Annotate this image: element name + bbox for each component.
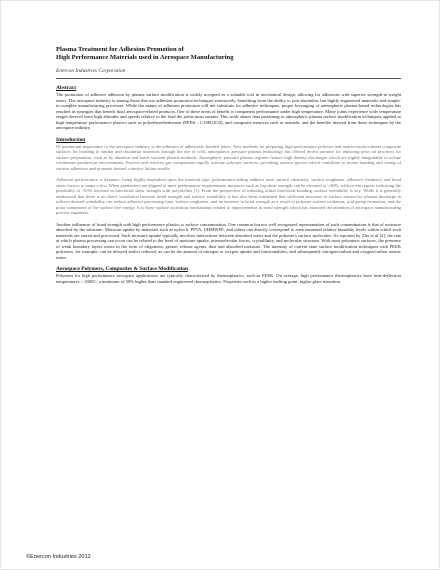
- abstract-heading: Abstract: [56, 85, 77, 91]
- title-line-2: High Performance Materials used in Aerospace Manufacturing: [56, 54, 234, 61]
- copyright-footer: ©Enercon Industries 2012: [26, 554, 91, 560]
- header-divider: [56, 78, 401, 79]
- document-body: [56, 46, 401, 284]
- organization-name: Enercon Industries Corporation: [56, 68, 126, 74]
- document-title: [56, 46, 401, 62]
- introduction-paragraph-2: Adhesion performance is dynamic, being highly dependent upon the material type, performance-aiding additive load, surface chemistry, surface roughness, adhesive chemistry and bond stress factors to name a few. When parameters are aligned to meet performance requirements, measures such as lap shear strength can be elevated to >40%, with recent reports indicating the possibility of >65% increase in interfacial shear strength with polyolefins [1]. From the perspective of initiating initial interfacial bonding, surface wettability is key. While it is generally understood that there is no direct correlation between bond strength and surface wettability, it has also been confirmed that sufficient increases in surface tension by plasma discharge to achieve desired wettability can reduce adhesive processing time, surface roughness, and an increase in bond strength as a result of polymer surface oxidation, acid group formation, and the polar component of the surface free energy. It is these surface activation mechanisms related to improvements in bond strength which has attracted the attention of aerospace manufacturing process engineers.: [56, 177, 401, 215]
- title-line-1: Plasma Treatment for Adhesion Promotion of: [56, 46, 184, 53]
- section-aerospace-heading: Aerospace Polymers, Composites & Surface Modification: [56, 266, 188, 272]
- introduction-heading: Introduction: [56, 136, 86, 143]
- section-aerospace-paragraph: Polymers for high performance aerospace applications are typically characterized by thermoplastics, such as PEEK. On average, high performance thermoplastics have heat-deflection temperatures > 2000C, a minimum of 50% higher than standard engineered thermoplastics. Properties such as a higher melting point, higher glass transition: [56, 273, 401, 284]
- abstract-paragraph: The promotion of adhesive adhesion by plasma surface modification is widely accepted as a valuable tool in mechanical design, allowing for adhesions with superior strength-to-weight ratios. The aerospace industry is among those that use adhesion promotion techniques extensively, benefiting from the ability to join dissimilar, but highly engineered materials and simple-to-complex manufacturing processes. While the nature of adhesion promotion will not substitute for adhesive techniques, proper leveraging of atmospheric plasma-based technologies has resulted in synergies that benefit final aerospace-related products. One of these areas of benefit is component performance under high temperature. Many joints experience wide temperature ranges derived from high altitudes and speeds relative to the load the joints must sustain. This work shares data pertaining to atmospheric plasma surface modification techniques applied to high temperature performance plastics such as polyetheretherketone (PEEK - C19H12O3), and composite matrices such as aramids, and the benefits derived from these techniques by the aerospace industry.: [56, 92, 401, 130]
- introduction-paragraph-3: Another influencer of bond strength with high performance plastics is surface contamination. One common but not well recognized representation of such contamination is that of moisture absorbed by the substrate. Moisture uptake by materials such as nylon 6, PPTA, UHMWPE, and others can directly correspond to environmental relative humidity levels within which such materials are stored and processed. Such moisture uptake typically involves interactions between absorbed water and the polymer's surface molecules. As reported by Zhu et al [2], the rate at which plasma processing can occur can be related to the level of moisture uptake, intermolecular forces, crystallinity, and molecular structure. With most polymeric surfaces, the presence of weak boundary layers exists in the form of oligomers, grease, release agents, dust and absorbed moisture. The intensity of current state surface modification techniques with PEEK polymers, for example, can be delayed and/or reduced, as can be the amount of nitrogen or oxygen uptake and functionalities, and subsequently nitrogen/carbon and oxygen/carbon atomic ratios.: [56, 221, 401, 260]
- introduction-paragraph-1: Of paramount importance to the aerospace industry is the adhesion of adhesively-bonded joints. New methods for preparing high performance polymer and matrix/reinforcement composite surfaces for bonding to similar and dissimilar materials through the use of cold, atmospheric pressure plasma technology has offered recent promise for replacing prior art practices for surface preparation, such as by abrasion and hutch vacuum plasma methods. Atmospheric pressure plasma regimes feature high density discharges which are highly integratable to in-line continuous production environments. Process and reactive gas components rapidly activate polymer surfaces, providing surface species which contribute to secure bonding and curing of various adhesives and promote desired cohesive failure results.: [56, 143, 401, 171]
